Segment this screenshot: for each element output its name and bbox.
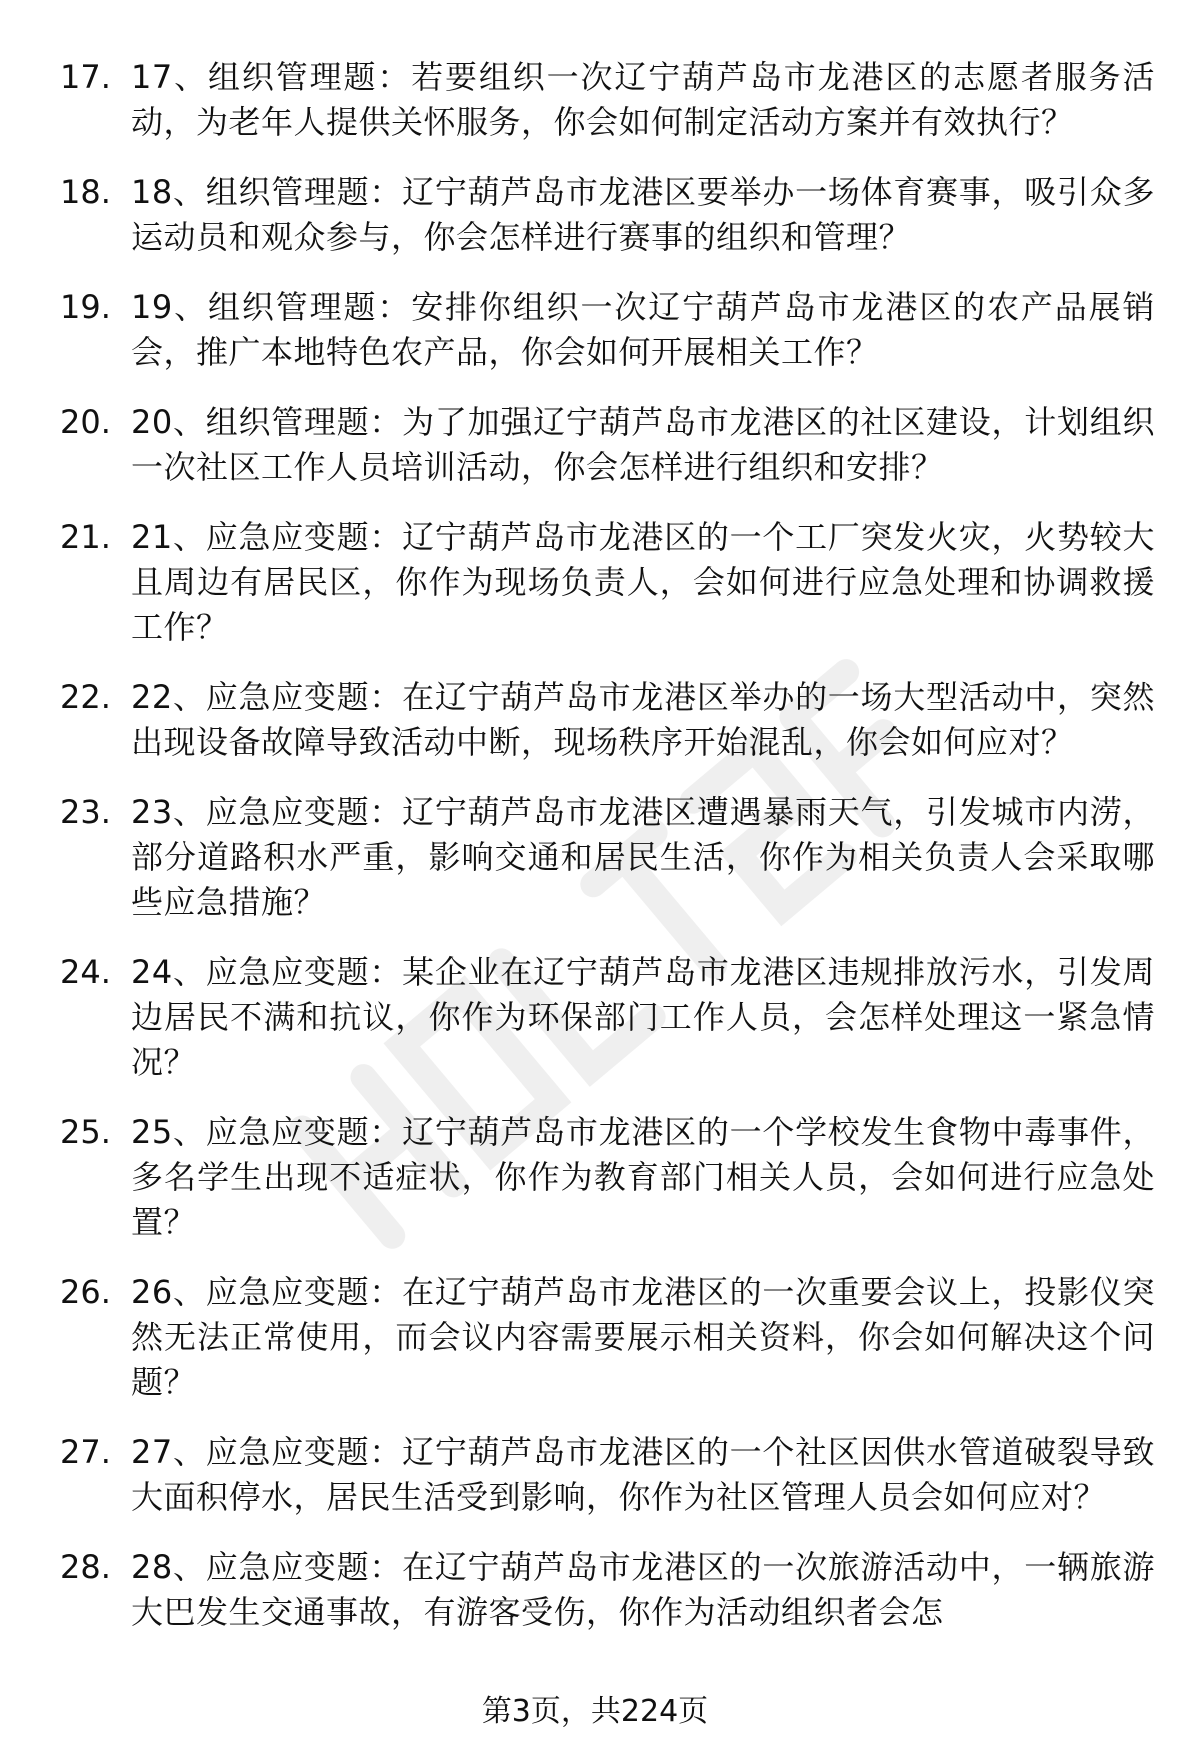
question-number: 25. <box>60 1113 111 1151</box>
question-item <box>0 400 1190 490</box>
question-text: 18、组织管理题：辽宁葫芦岛市龙港区要举办一场体育赛事，吸引众多运动员和观众参与，你会怎样进行赛事的组织和管理？ <box>131 173 1155 256</box>
question-text: 19、组织管理题：安排你组织一次辽宁葫芦岛市龙港区的农产品展销会，推广本地特色农产品，你会如何开展相关工作？ <box>131 288 1155 371</box>
question-text: 24、应急应变题：某企业在辽宁葫芦岛市龙港区违规排放污水，引发周边居民不满和抗议，你作为环保部门工作人员，会怎样处理这一紧急情况？ <box>131 953 1155 1081</box>
question-item <box>0 950 1190 1085</box>
question-number: 28. <box>60 1548 111 1586</box>
question-number: 19. <box>60 288 111 326</box>
question-number: 21. <box>60 518 111 556</box>
question-text: 25、应急应变题：辽宁葫芦岛市龙港区的一个学校发生食物中毒事件，多名学生出现不适症状，你作为教育部门相关人员，会如何进行应急处置？ <box>131 1113 1155 1241</box>
question-number: 20. <box>60 403 111 441</box>
page-footer: 第3页，共224页 <box>481 1694 709 1729</box>
question-text: 27、应急应变题：辽宁葫芦岛市龙港区的一个社区因供水管道破裂导致大面积停水，居民生活受到影响，你作为社区管理人员会如何应对？ <box>131 1433 1155 1516</box>
question-text: 26、应急应变题：在辽宁葫芦岛市龙港区的一次重要会议上，投影仪突然无法正常使用，而会议内容需要展示相关资料，你会如何解决这个问题？ <box>131 1273 1155 1401</box>
question-text: 23、应急应变题：辽宁葫芦岛市龙港区遭遇暴雨天气，引发城市内涝，部分道路积水严重，影响交通和居民生活，你作为相关负责人会采取哪些应急措施？ <box>131 793 1155 921</box>
question-number: 18. <box>60 173 111 211</box>
question-text: 20、组织管理题：为了加强辽宁葫芦岛市龙港区的社区建设，计划组织一次社区工作人员培训活动，你会怎样进行组织和安排？ <box>131 403 1155 486</box>
question-text: 21、应急应变题：辽宁葫芦岛市龙港区的一个工厂突发火灾，火势较大且周边有居民区，你作为现场负责人，会如何进行应急处理和协调救援工作？ <box>131 518 1155 646</box>
question-item <box>0 1430 1190 1520</box>
question-item <box>0 675 1190 765</box>
question-item <box>0 55 1190 145</box>
question-item <box>0 1545 1190 1635</box>
question-item <box>0 1110 1190 1245</box>
question-item <box>0 285 1190 375</box>
question-number: 27. <box>60 1433 111 1471</box>
question-number: 24. <box>60 953 111 991</box>
question-text: 28、应急应变题：在辽宁葫芦岛市龙港区的一次旅游活动中，一辆旅游大巴发生交通事故，有游客受伤，你作为活动组织者会怎 <box>131 1548 1155 1631</box>
question-number: 17. <box>60 58 111 96</box>
question-text: 17、组织管理题：若要组织一次辽宁葫芦岛市龙港区的志愿者服务活动，为老年人提供关怀服务，你会如何制定活动方案并有效执行？ <box>131 58 1155 141</box>
question-item <box>0 1270 1190 1405</box>
question-item <box>0 170 1190 260</box>
question-number: 23. <box>60 793 111 831</box>
question-list <box>0 55 1190 1660</box>
question-text: 22、应急应变题：在辽宁葫芦岛市龙港区举办的一场大型活动中，突然出现设备故障导致活动中断，现场秩序开始混乱，你会如何应对？ <box>131 678 1155 761</box>
question-item <box>0 790 1190 925</box>
question-number: 22. <box>60 678 111 716</box>
question-number: 26. <box>60 1273 111 1311</box>
question-item <box>0 515 1190 650</box>
